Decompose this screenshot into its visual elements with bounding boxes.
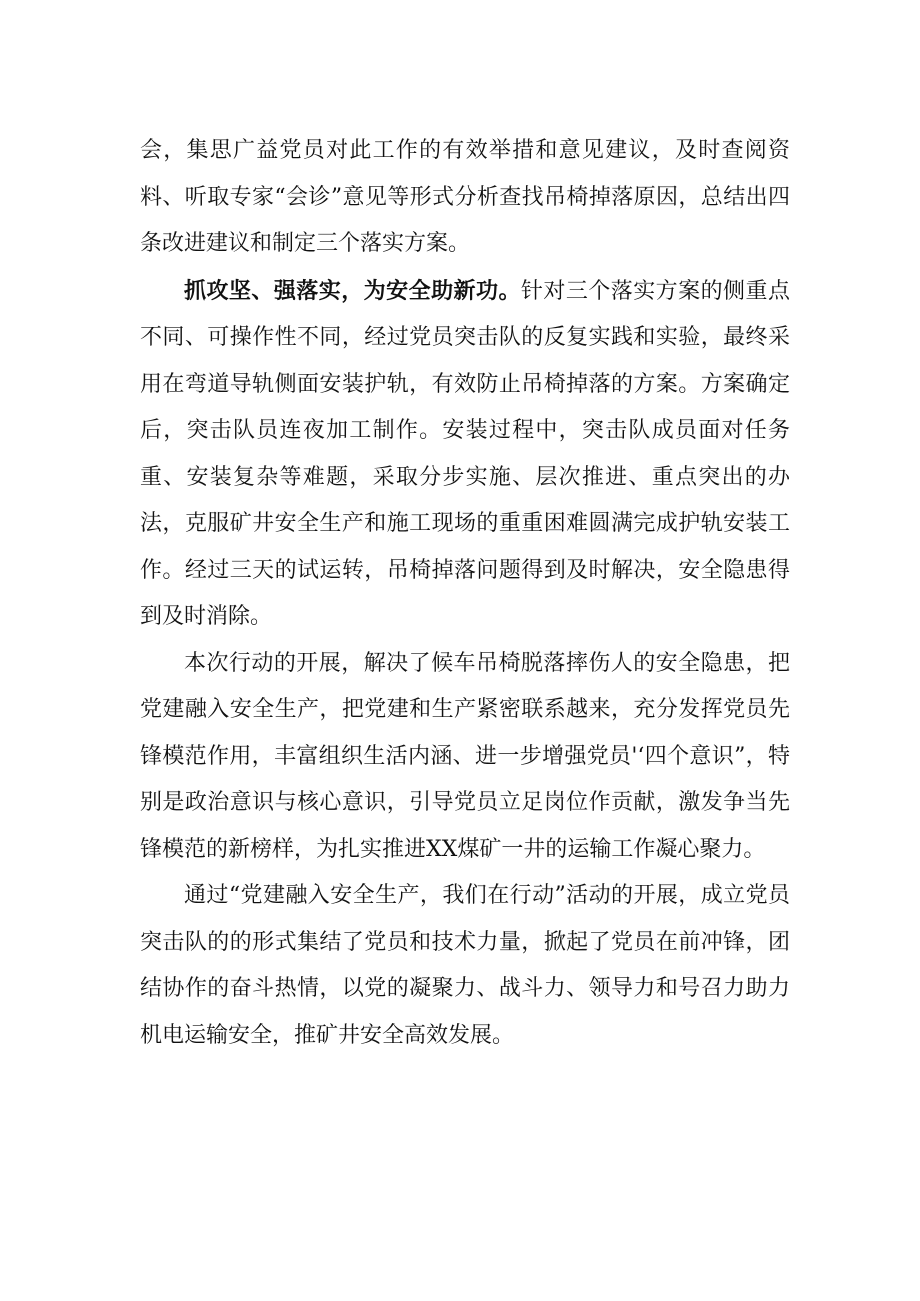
paragraph-text: 本次行动的开展，解决了候车吊椅脱落摔伤人的安全隐患，把党建融入安全生产，把党建和生产紧密联系越来，充分发挥党员先锋模范作用，丰富组织生活内涵、进一步增强党员'‘四个意识”，特别是政治意识与核心意识，引导党员立足岗位作贡献，激发争当先锋模范的新榜样，为扎实推进XX煤矿一井的运输工作凝心聚力。	[140, 650, 790, 862]
paragraph-implementation	[140, 268, 790, 641]
paragraph-continuation	[140, 128, 790, 268]
paragraph-heading: 抓攻坚、强落实，为安全助新功。	[184, 277, 521, 304]
paragraph-conclusion	[140, 873, 790, 1059]
paragraph-outcome	[140, 641, 790, 874]
document-body	[140, 128, 790, 1059]
paragraph-text: 针对三个落实方案的侧重点不同、可操作性不同，经过党员突击队的反复实践和实验，最终采用在弯道导轨侧面安装护轨，有效防止吊椅掉落的方案。方案确定后，突击队员连夜加工制作。安装过程中，突击队成员面对任务重、安装复杂等难题，采取分步实施、层次推进、重点突出的办法，克服矿井安全生产和施工现场的重重困难圆满完成护轨安装工作。经过三天的试运转，吊椅掉落问题得到及时解决，安全隐患得到及时消除。	[140, 278, 790, 629]
paragraph-text: 通过“党建融入安全生产，我们在行动”活动的开展，成立党员突击队的的形式集结了党员和技术力量，掀起了党员在前冲锋，团结协作的奋斗热情，以党的凝聚力、战斗力、领导力和号召力助力机电运输安全，推矿井安全高效发展。	[140, 883, 790, 1048]
paragraph-text: 会，集思广益党员对此工作的有效举措和意见建议，及时查阅资料、听取专家“会诊”意见等形式分析查找吊椅掉落原因，总结出四条改进建议和制定三个落实方案。	[140, 138, 790, 256]
